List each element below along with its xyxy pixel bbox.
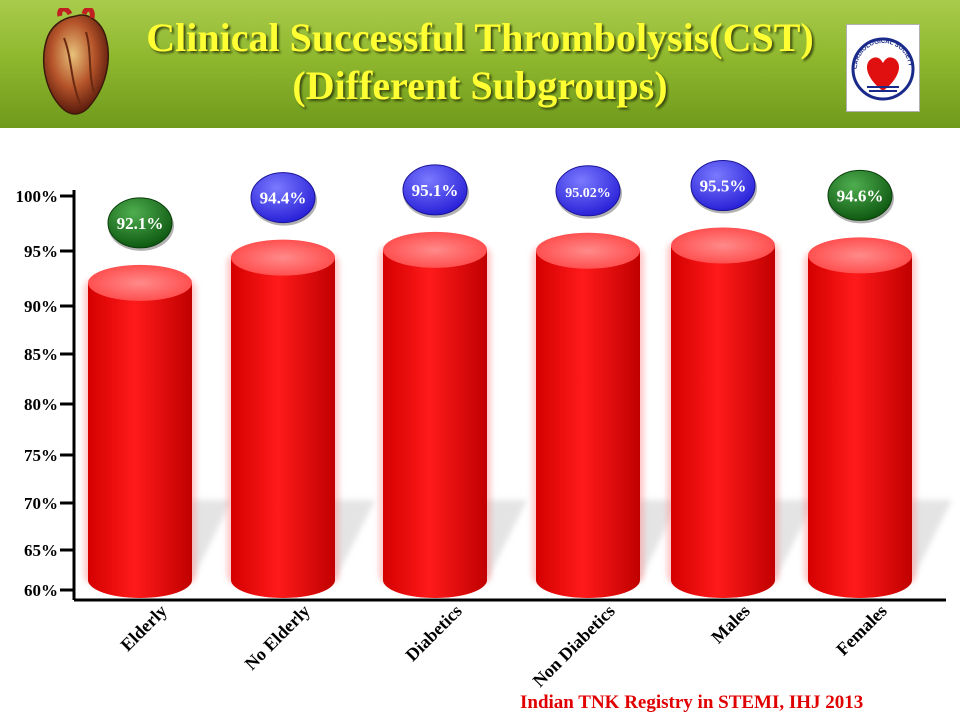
x-tick-label: Diabetics (401, 600, 466, 666)
bar-chart (0, 130, 960, 720)
bar-males (671, 246, 775, 599)
bar-top (88, 265, 192, 301)
x-tick-label: Females (832, 600, 891, 660)
bar-top (231, 240, 335, 276)
bar-elderly (88, 283, 192, 598)
csi-logo (846, 24, 920, 112)
bar-diabetics (383, 250, 487, 598)
y-tick-label: 75% (24, 446, 58, 465)
x-tick-label: Elderly (116, 600, 171, 656)
data-label: 95.5% (699, 176, 747, 196)
y-tick-label: 90% (24, 297, 58, 316)
y-tick-label: 85% (24, 345, 58, 364)
y-tick-label: 100% (15, 187, 58, 206)
y-tick-label: 95% (24, 242, 58, 261)
bar-top (671, 228, 775, 264)
x-tick-label: Non Diabetics (528, 600, 619, 691)
bar-top (536, 233, 640, 269)
bar-top (808, 237, 912, 273)
x-tick-label: Males (707, 600, 754, 648)
bar-top (383, 232, 487, 268)
y-tick-label: 80% (24, 395, 58, 414)
data-label: 95.1% (411, 180, 459, 200)
data-label: 94.6% (836, 186, 884, 206)
x-tick-label: No Elderly (240, 600, 314, 674)
page-subtitle: (Different Subgroups) (292, 63, 668, 108)
data-label: 95.02% (565, 185, 611, 201)
y-tick-label: 60% (24, 581, 58, 600)
page-title: Clinical Successful Thrombolysis(CST) (146, 15, 814, 60)
data-label: 92.1% (116, 213, 164, 233)
svg-text:CARDIOLOGICAL SOCIETY OF INDIA: CARDIOLOGICAL SOCIETY (852, 38, 913, 70)
bar-non-diabetics (536, 251, 640, 598)
data-label: 94.4% (259, 188, 307, 208)
y-tick-label: 70% (24, 494, 58, 513)
slide-header (0, 0, 960, 128)
bar-females (808, 255, 912, 598)
source-citation: Indian TNK Registry in STEMI, IHJ 2013 (520, 692, 864, 713)
bar-no-elderly (231, 258, 335, 598)
y-tick-label: 65% (24, 541, 58, 560)
